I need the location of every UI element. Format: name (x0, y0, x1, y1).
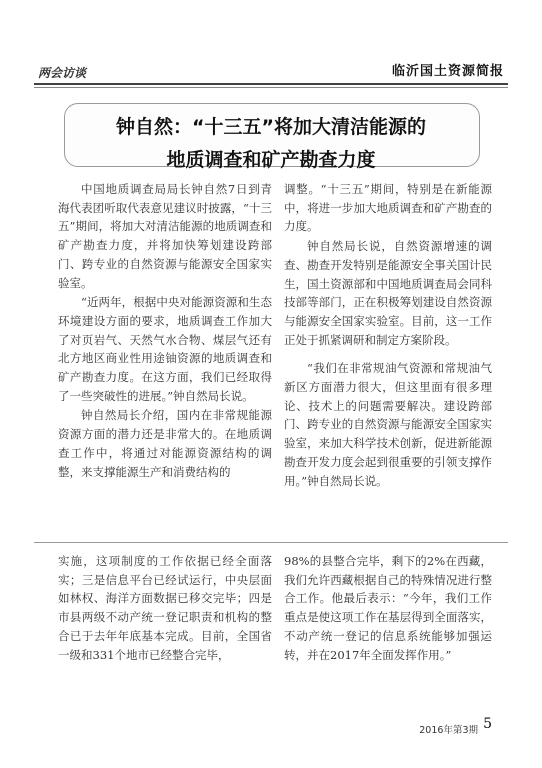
article-title-line2: 地质调查和矿产勘查力度 (166, 149, 376, 171)
paragraph: 实施，这项制度的工作依据已经全面落实；三是信息平台已经试运行，中央层面如林权、海洋方面数据已移交完毕；四是市县两级不动产统一登记职责和机构的整合已于去年年底基本完成。目前，全国省一级和331个地市已经整合完毕， (58, 554, 272, 662)
paragraph: 中国地质调查局局长钟自然7日到青海代表团听取代表意见建议时披露，“十三五”期间，将加大对清洁能源的地质调查和矿产勘查力度，并将加快筹划建设跨部门、跨专业的自然资源与能源安全国家实验室。 (58, 182, 272, 290)
article-column-2 (284, 180, 492, 490)
article-column-4 (284, 552, 492, 664)
header-rule (34, 83, 508, 85)
paragraph: 钟自然局长介绍，国内在非常规能源资源方面的潜力还是非常大的。在地质调查工作中，将通过对能源资源结构的调整，来支撑能源生产和消费结构的 (58, 408, 272, 479)
issue-label: 2016年第3期 (419, 725, 478, 736)
paragraph: 钟自然局长说，自然资源增速的调查、勘查开发特别是能源安全事关国计民生，国土资源部和中国地质调查局会同科技部等部门，正在积极筹划建设自然资源与能源安全国家实验室。目前，这一工作正处于抓紧调研和制定方案阶段。 (284, 239, 492, 347)
journal-name: 临沂国土资源简报 (391, 64, 504, 79)
section-label: 两会访谈 (38, 66, 87, 80)
paragraph: 调整。“十三五”期间，特别是在新能源中，将进一步加大地质调查和矿产勘查的力度。 (284, 182, 492, 234)
section-divider (34, 542, 508, 543)
article-column-1 (58, 180, 272, 481)
article-title-line1: 钟自然：“十三五”将加大清洁能源的 (116, 116, 426, 138)
paragraph: 98%的县整合完毕，剩下的2%在西藏，我们允许西藏根据自己的特殊情况进行整合工作。他最后表示：“今年，我们工作重点是使这项工作在基层得到全面落实，不动产统一登记的信息系统能够加强运转，并在2017年全面发挥作用。” (284, 554, 492, 662)
article-column-3 (58, 552, 272, 664)
paragraph: “我们在非常规油气资源和常规油气新区方面潜力很大，但这里面有很多理论、技术上的问题需要解决。建设跨部门、跨专业的自然资源与能源安全国家实验室，来加大科学技术创新，促进新能源勘查开发力度会起到很重要的引领支撑作用。”钟自然局长说。 (284, 361, 492, 488)
paragraph: “近两年，根据中央对能源资源和生态环境建设方面的要求，地质调查工作加大了对页岩气、天然气水合物、煤层气还有北方地区商业性用途铀资源的地质调查和矿产勘查力度。在这方面，我们已经取得了一些突破性的进展。”钟自然局长说。 (58, 295, 272, 403)
header-rule-thin (34, 87, 508, 88)
page-number: 5 (483, 716, 492, 732)
